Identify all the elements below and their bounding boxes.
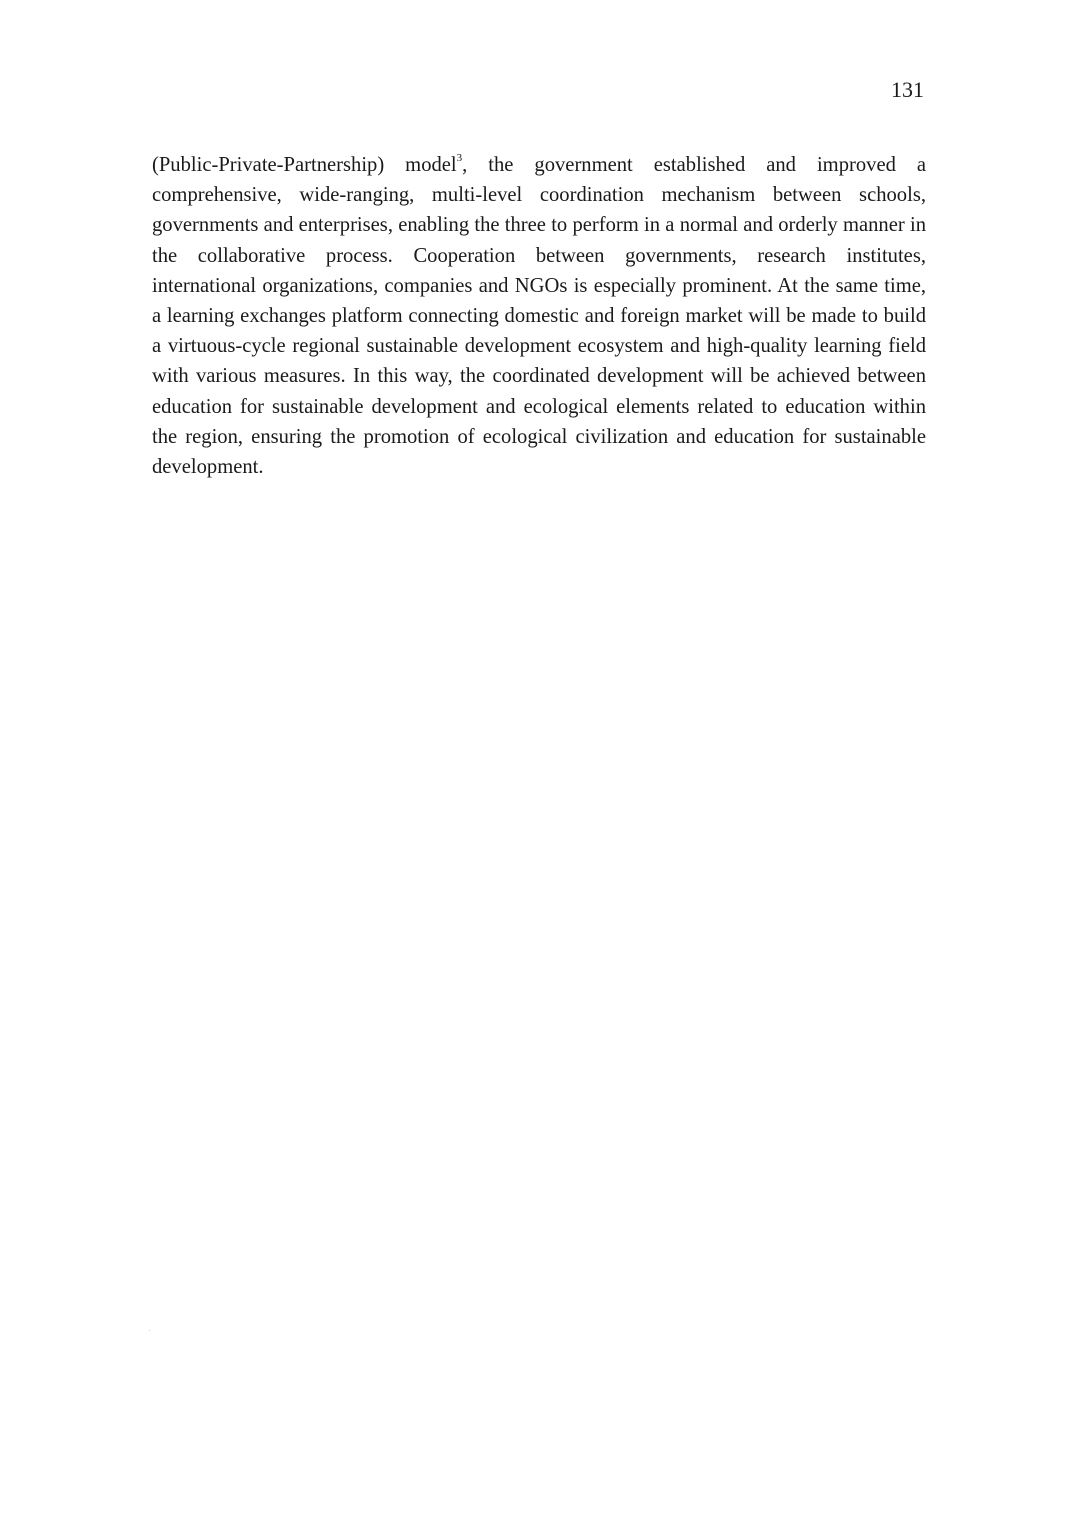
paragraph-rest: , the government established and improved a comprehensive, wide-ranging, multi-level coordination mechanism between schools, governments and enterprises, enabling the three to perform in a normal and orderly manner in the collaborative process. Cooperation between governments, research institutes, international organizations, companies and NGOs is especially prominent. At the same time, a learning exchanges platform connecting domestic and foreign market will be made to build a virtuous-cycle regional sustainable development ecosystem and high-quality learning field with various measures. In this way, the coordinated development will be achieved between education for sustainable development and ecological elements related to education within the region, ensuring the promotion of ecological civilization and education for sustainable development. xyxy=(152,154,926,479)
footnote-reference[interactable]: 3 xyxy=(456,152,463,165)
page-number: 131 xyxy=(891,77,924,102)
paragraph-lead: (Public-Private-Partnership) model xyxy=(152,154,457,176)
body-paragraph xyxy=(152,150,926,482)
footnote-separator-dot xyxy=(149,1330,150,1331)
